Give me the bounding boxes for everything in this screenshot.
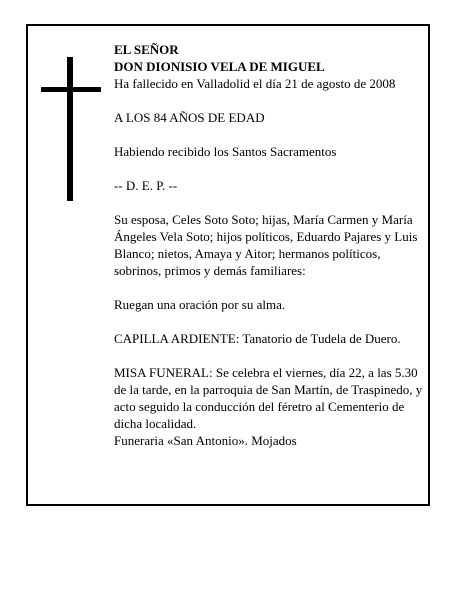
mass-paragraph: MISA FUNERAL: Se celebra el viernes, día 22, a las 5.30 de la tarde, en la parroquia de San Martín, de Traspinedo, y acto seguido la conducción del féretro al Cementerio de dicha localidad. bbox=[114, 365, 423, 431]
prayer-line: Ruegan una oración por su alma. bbox=[114, 297, 286, 312]
family-paragraph: Su esposa, Celes Soto Soto; hijas, María Carmen y María Ángeles Vela Soto; hijos políticos, Eduardo Pajares y Luis Blanco; nietos, Amaya y Aitor; hermanos políticos, sobrinos, primos y demás familiares: bbox=[114, 212, 418, 278]
sacraments-line: Habiendo recibido los Santos Sacramentos bbox=[114, 144, 337, 159]
obituary-text bbox=[114, 41, 426, 449]
cross-horizontal-bar bbox=[41, 87, 101, 92]
rip-line: -- D. E. P. -- bbox=[114, 178, 178, 193]
age-line: A LOS 84 AÑOS DE EDAD bbox=[114, 110, 265, 125]
title-honorific: EL SEÑOR bbox=[114, 42, 179, 57]
cross-vertical-bar bbox=[67, 57, 73, 201]
death-announcement: Ha fallecido en Valladolid el día 21 de agosto de 2008 bbox=[114, 76, 396, 91]
cross-icon bbox=[41, 57, 101, 201]
obituary-card bbox=[26, 24, 430, 506]
deceased-name: DON DIONISIO VELA DE MIGUEL bbox=[114, 59, 325, 74]
funeral-home-line: Funeraria «San Antonio». Mojados bbox=[114, 433, 297, 448]
chapel-line: CAPILLA ARDIENTE: Tanatorio de Tudela de Duero. bbox=[114, 331, 401, 346]
